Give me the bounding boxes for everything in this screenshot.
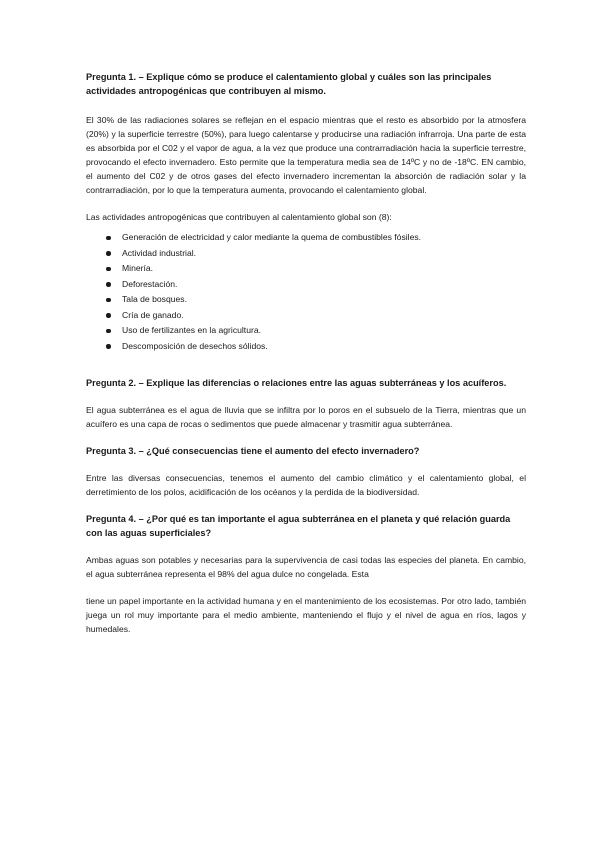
bullet-icon [106, 282, 111, 287]
bullet-icon [106, 267, 111, 272]
bullet-icon [106, 298, 111, 303]
list-item: Uso de fertilizantes en la agricultura. [86, 323, 526, 339]
document-page [86, 70, 526, 636]
bullet-icon [106, 251, 111, 256]
bullet-icon [106, 329, 111, 334]
question-1-answer: El 30% de las radiaciones solares se reflejan en el espacio mientras que el resto es absorbido por la atmosfera (20%) y la superficie terrestre (50%), para luego calentarse y producirse una radiación infrarroja. Una parte de esta es absorbida por el C02 y el vapor de agua, a la vez que produce una contrarradiación hacia la superficie terrestre, provocando el efecto invernadero. Esto permite que la temperatura media sea de 14ºC y no de -18ºC. EN cambio, el aumento del C02 y de otros gases del efecto invernadero incrementan la absorción de radiación solar y la contrarradiación, por lo que la temperatura aumenta, provocando el calentamiento global. [86, 115, 526, 195]
bullet-icon [106, 313, 111, 318]
list-item: Generación de electricidad y calor mediante la quema de combustibles fósiles. [86, 230, 526, 246]
question-4-title: Pregunta 4. – ¿Por qué es tan importante el agua subterránea en el planeta y qué relación guarda con las aguas superficiales? [86, 514, 511, 538]
bullet-icon [106, 236, 111, 241]
list-item: Descomposición de desechos sólidos. [86, 339, 526, 355]
activities-list [86, 230, 526, 354]
bullet-icon [106, 344, 111, 349]
question-3-title: Pregunta 3. – ¿Qué consecuencias tiene el aumento del efecto invernadero? [86, 446, 420, 456]
list-item: Actividad industrial. [86, 246, 526, 262]
list-item: Minería. [86, 261, 526, 277]
question-2-answer: El agua subterránea es el agua de lluvia que se infiltra por lo poros en el subsuelo de la Tierra, mientras que un acuífero es una capa de rocas o sedimentos que puede almacenar y trasmitir agua subterránea. [86, 405, 526, 429]
question-2-title: Pregunta 2. – Explique las diferencias o relaciones entre las aguas subterráneas y los acuíferos. [86, 378, 507, 388]
question-4-answer-part-1: Ambas aguas son potables y necesarias para la supervivencia de casi todas las especies del planeta. En cambio, el agua subterránea representa el 98% del agua dulce no congelada. Esta [86, 555, 526, 579]
question-1-title: Pregunta 1. – Explique cómo se produce el calentamiento global y cuáles son las principales actividades antropogénicas que contribuyen al mismo. [86, 72, 492, 96]
question-3-answer: Entre las diversas consecuencias, tenemos el aumento del cambio climático y el calentamiento global, el derretimiento de los polos, acidificación de los océanos y la perdida de la biodiversidad. [86, 473, 526, 497]
activities-intro: Las actividades antropogénicas que contribuyen al calentamiento global son (8): [86, 212, 392, 222]
list-item: Tala de bosques. [86, 292, 526, 308]
list-item: Cría de ganado. [86, 308, 526, 324]
list-item: Deforestación. [86, 277, 526, 293]
question-4-answer-part-2: tiene un papel importante en la actividad humana y en el mantenimiento de los ecosistemas. Por otro lado, también juega un rol muy importante para el medio ambiente, manteniendo el flujo y el nivel de agua en ríos, lagos y humedales. [86, 596, 526, 634]
